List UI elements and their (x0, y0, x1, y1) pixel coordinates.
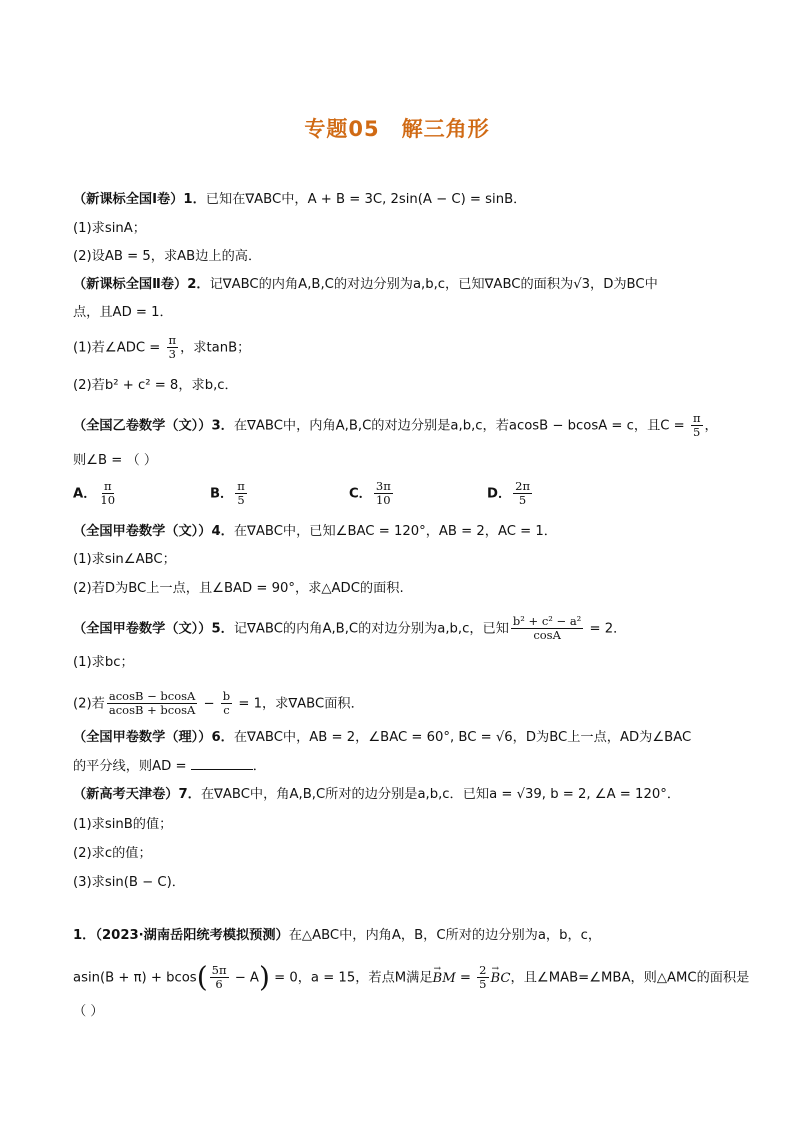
exercise-1-answer-paren: （ ） (73, 1004, 104, 1019)
problem-1-number: 1． (183, 192, 206, 207)
fraction-denominator: c (223, 703, 230, 717)
exercise-1-formula-pre: asin(B + π) + bcos (73, 970, 197, 986)
choice-option[interactable] (349, 480, 395, 507)
problem-5-source: （全国甲卷数学（文）） (73, 621, 212, 637)
problem-5-q2-fraction-2 (221, 690, 232, 717)
title-main: 解三角形 (401, 117, 490, 141)
problem-1-q2: (2)设AB = 5，求AB边上的高． (73, 249, 262, 264)
right-paren: ) (258, 960, 270, 994)
exercise-1-text-b-end: ，且∠MAB=∠MBA，则△AMC的面积是 (510, 970, 750, 986)
choice-fraction (235, 480, 247, 507)
fraction-numerator: 5π (211, 963, 227, 977)
fraction-numerator: π (103, 479, 112, 493)
fraction-denominator: cosA (533, 628, 561, 642)
choice-label: D． (487, 486, 512, 502)
choice-label: A． (73, 486, 97, 502)
problem-6-source: （全国甲卷数学（理）） (73, 730, 212, 745)
problem-5-stem (73, 615, 626, 642)
problem-5-q2-pre: (2)若 (73, 696, 105, 712)
problem-7-q1: (1)求sinB的值； (73, 817, 173, 832)
fraction-numerator: 3π (375, 479, 391, 493)
problem-2-source: （新课标全国Ⅱ卷） (73, 277, 188, 292)
fraction-numerator: b² + c² − a² (512, 614, 582, 628)
problem-5-q2 (73, 690, 364, 717)
problem-5-number: 5． (211, 621, 234, 637)
fraction-denominator: 5 (237, 493, 245, 507)
problem-5-text-a: 记∇ABC的内角A,B,C的对边分别为a,b,c，已知 (233, 621, 509, 637)
problem-7-number: 7． (178, 787, 201, 802)
choice-option[interactable] (73, 480, 119, 507)
problem-3-text-a-end: ， (704, 418, 718, 434)
problem-2-q1 (73, 334, 250, 361)
fraction-denominator: 5 (693, 425, 701, 439)
problem-4-q2: (2)若D为BC上一点，且∠BAD = 90°，求△ADC的面积. (73, 581, 404, 596)
exercise-1-source: （2023·湖南岳阳统考模拟预测） (95, 928, 289, 943)
fraction-numerator: 2π (515, 479, 531, 493)
title-prefix: 专题05 (304, 117, 380, 141)
problem-7-q3: (3)求sin(B − C)． (73, 875, 185, 890)
problem-6-text-a: 在∇ABC中，AB = 2，∠BAC = 60°, BC = √6，D为BC上一点，AD为∠BAC (233, 730, 692, 745)
problem-6-number: 6． (211, 730, 234, 745)
fraction-numerator: 2 (479, 963, 487, 977)
left-paren: ( (196, 960, 208, 994)
problem-2-text-a: 记∇ABC的内角A,B,C的对边分别为a,b,c，已知∇ABC的面积为√3，D为BC中 (209, 277, 658, 292)
fraction-numerator: acosB − bcosA (108, 689, 196, 703)
problem-3-text-b: 则∠B = （ ） (73, 453, 158, 468)
fraction-numerator: b (222, 689, 231, 703)
exercise-1-formula-mid: − A (230, 970, 259, 986)
problem-5-text-b: = 2． (585, 621, 627, 637)
problem-7-text: 在∇ABC中，角A,B,C所对的边分别是a,b,c．已知a = √39, b = 2, ∠A = 120°． (200, 787, 681, 802)
problem-6-text-b: 的平分线，则AD = (73, 759, 191, 774)
problem-4-q1: (1)求sin∠ABC； (73, 552, 176, 567)
problem-6-text-end: ． (252, 759, 266, 774)
choice-fraction (98, 480, 117, 507)
vector-fraction (477, 964, 488, 991)
problem-1-q1: (1)求sinA； (73, 221, 146, 236)
exercise-1-text-a: 在△ABC中，内角A，B，C所对的边分别为a，b，c， (288, 928, 602, 943)
answer-blank[interactable] (191, 757, 253, 770)
problem-4-source: （全国甲卷数学（文）） (73, 524, 212, 539)
page-title (0, 113, 794, 143)
fraction-denominator: acosB + bcosA (108, 703, 196, 717)
problem-3-stem (73, 412, 718, 439)
problem-1-text: 已知在∇ABC中，A + B = 3C, 2sin(A − C) = sinB． (205, 192, 527, 207)
problem-7-q2: (2)求c的值； (73, 846, 152, 861)
problem-3-fraction (691, 412, 703, 439)
fraction-numerator: π (168, 333, 177, 347)
exercise-1-formula-line (73, 960, 750, 994)
problem-5-q2-fraction (107, 690, 197, 717)
fraction-denominator: 5 (479, 977, 487, 991)
problem-2-number: 2． (187, 277, 210, 292)
fraction-numerator: π (692, 411, 701, 425)
problem-6-stem (73, 729, 691, 747)
problem-2-q2: (2)若b² + c² = 8，求b,c． (73, 378, 238, 393)
problem-2-q1-post: ，求tanB； (180, 340, 251, 356)
choice-label: C． (349, 486, 372, 502)
fraction-denominator: 6 (215, 977, 223, 991)
choice-option[interactable] (487, 480, 534, 507)
problem-2-q1-fraction (167, 334, 179, 361)
problem-3-number: 3． (211, 418, 234, 434)
problem-3-source: （全国乙卷数学（文）） (73, 418, 212, 434)
problem-5-q1: (1)求bc； (73, 655, 134, 670)
exercise-1-formula-post: = 0，a = 15，若点M满足 (269, 970, 433, 986)
problem-4-number: 4． (211, 524, 234, 539)
problem-7-stem (73, 786, 680, 804)
problem-6-text-b-line (73, 757, 266, 776)
vector-bm: → BM (433, 970, 456, 988)
problem-1-source: （新课标全国Ⅰ卷） (73, 192, 184, 207)
exercise-1-stem (73, 927, 601, 945)
vector-bc: → BC (491, 970, 511, 988)
choice-label: B． (210, 486, 234, 502)
problem-5-q2-mid: − (199, 696, 219, 712)
problem-2-q1-pre: (1)若∠ADC = (73, 340, 165, 356)
problem-3-text-a: 在∇ABC中，内角A,B,C的对边分别是a,b,c，若acosB − bcosA = c，且C = (233, 418, 689, 434)
exercise-1-number: 1． (73, 928, 96, 943)
exercise-1-fraction (210, 964, 229, 991)
problem-1-stem (73, 191, 526, 209)
choice-fraction (374, 480, 393, 507)
vector-equals: = (455, 970, 476, 986)
problem-5-q2-post: = 1，求∇ABC面积． (234, 696, 364, 712)
problem-7-source: （新高考天津卷） (73, 787, 179, 802)
problem-4-stem (73, 523, 557, 541)
fraction-denominator: 10 (375, 493, 391, 507)
problem-4-text: 在∇ABC中，已知∠BAC = 120°，AB = 2，AC = 1． (233, 524, 557, 539)
problem-2-stem (73, 276, 658, 294)
choice-option[interactable] (210, 480, 249, 507)
choice-fraction (513, 480, 532, 507)
problem-2-text-b: 点，且AD = 1． (73, 305, 173, 320)
fraction-denominator: 3 (168, 347, 176, 361)
problem-5-fraction (511, 615, 583, 642)
fraction-denominator: 10 (100, 493, 116, 507)
fraction-numerator: π (237, 479, 245, 493)
fraction-denominator: 5 (518, 493, 527, 507)
